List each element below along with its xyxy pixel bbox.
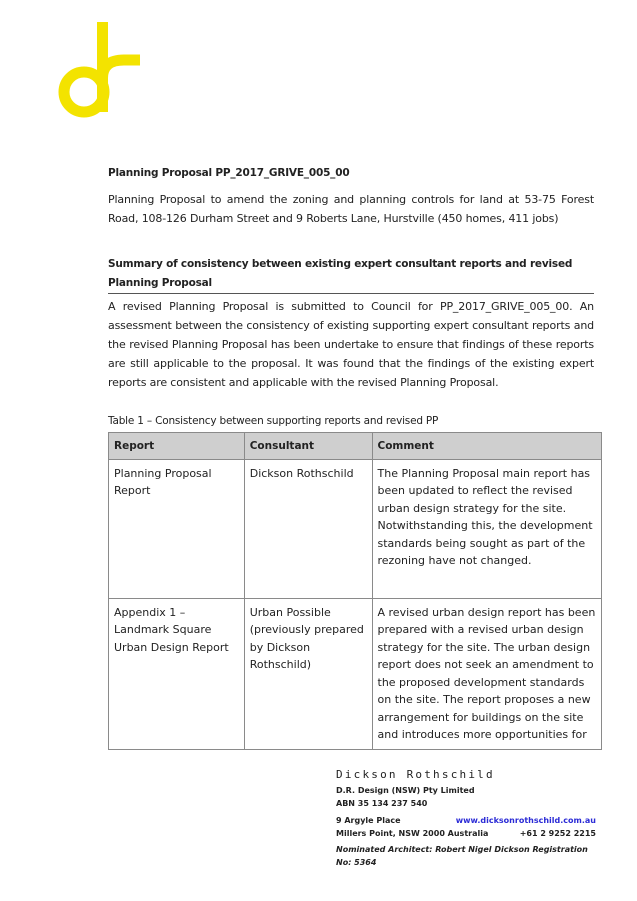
company-name: Dickson Rothschild	[336, 768, 495, 781]
phone-number: +61 2 9252 2215	[519, 829, 596, 838]
proposal-title: Planning Proposal PP_2017_GRIVE_005_00	[108, 167, 350, 179]
nominated-architect: Nominated Architect: Robert Nigel Dickson Registration No: 5364	[336, 845, 588, 867]
table-row	[109, 459, 602, 598]
heading-divider	[108, 293, 594, 294]
table-header-row	[109, 433, 602, 460]
website-link[interactable]: www.dicksonrothschild.com.au	[455, 816, 596, 825]
dr-logo	[52, 20, 142, 130]
table-caption: Table 1 – Consistency between supporting reports and revised PP	[108, 415, 439, 427]
company-entity: D.R. Design (NSW) Pty Limited	[336, 786, 475, 795]
cell-comment: A revised urban design report has been prepared with a revised urban design strategy for the site. The urban design report does not seek an amendment to the proposed development standards on the site. The report proposes a new arrangement for buildings on the site and introduces more opportunities for	[372, 598, 602, 749]
cell-consultant: Urban Possible (previously prepared by Dickson Rothschild)	[244, 598, 372, 749]
proposal-description: Planning Proposal to amend the zoning and planning controls for land at 53-75 Forest Road, 108-126 Durham Street and 9 Roberts Lane, Hurstville (450 homes, 411 jobs)	[108, 193, 594, 225]
header-consultant: Consultant	[244, 433, 372, 460]
consistency-table	[108, 432, 602, 750]
company-footer	[336, 768, 596, 869]
address-line-1: 9 Argyle Place	[336, 816, 401, 825]
cell-consultant: Dickson Rothschild	[244, 459, 372, 598]
summary-body: A revised Planning Proposal is submitted to Council for PP_2017_GRIVE_005_00. An assessment between the consistency of existing supporting expert consultant reports and the revised Planning Proposal has been undertake to ensure that findings of these reports are still applicable to the proposal. It was found that the findings of the existing expert reports are consistent and applicable with the revised Planning Proposal.	[108, 300, 594, 389]
company-abn: ABN 35 134 237 540	[336, 799, 428, 808]
header-report: Report	[109, 433, 245, 460]
cell-report: Appendix 1 – Landmark Square Urban Design Report	[109, 598, 245, 749]
table-row	[109, 598, 602, 749]
address-line-2: Millers Point, NSW 2000 Australia	[336, 829, 489, 838]
cell-report: Planning Proposal Report	[109, 459, 245, 598]
cell-comment: The Planning Proposal main report has been updated to reflect the revised urban design strategy for the site. Notwithstanding this, the development standards being sought as part of the rezoning have not changed.	[372, 459, 602, 598]
summary-heading: Summary of consistency between existing expert consultant reports and revised Planning Proposal	[108, 258, 573, 289]
header-comment: Comment	[372, 433, 602, 460]
